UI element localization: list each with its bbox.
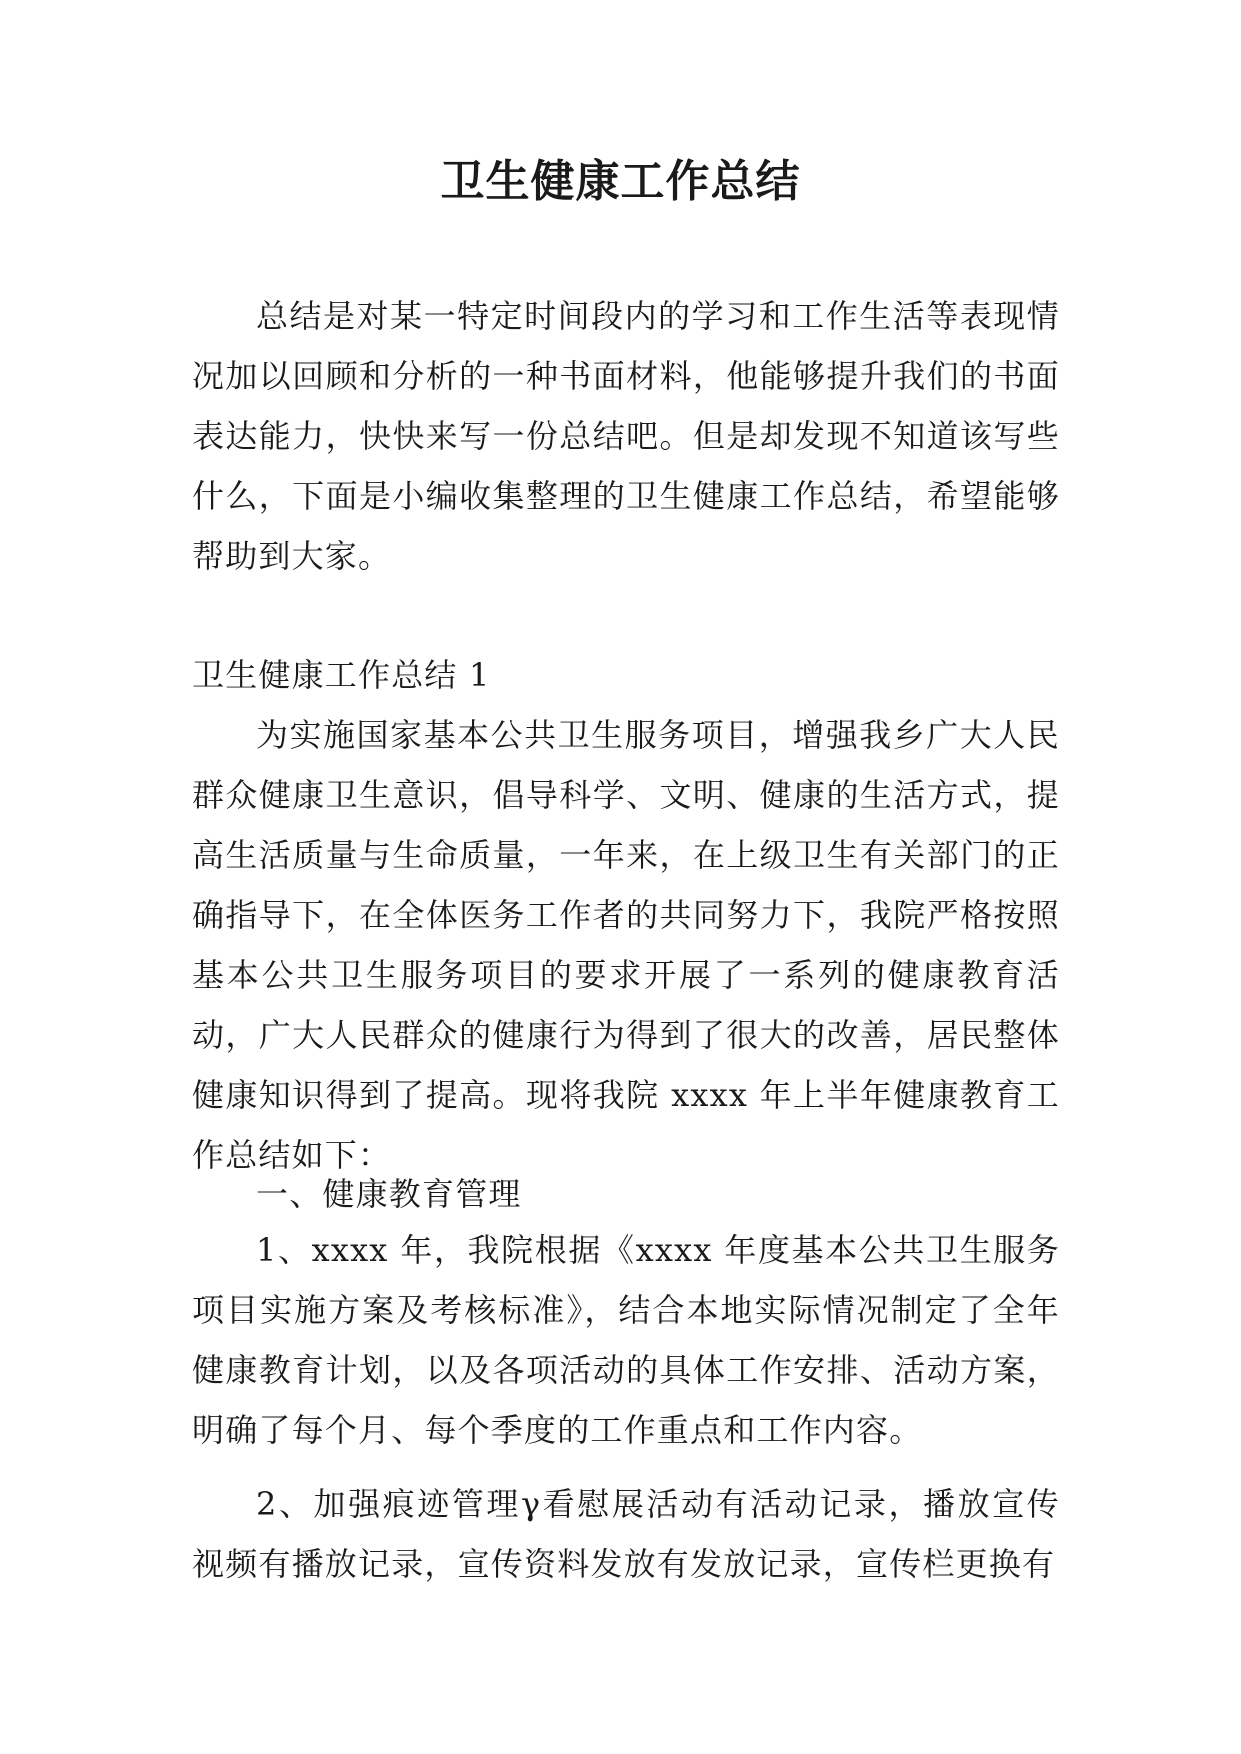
intro-paragraph: 总结是对某一特定时间段内的学习和工作生活等表现情况加以回顾和分析的一种书面材料，他能够提升我们的书面表达能力，快快来写一份总结吧。但是却发现不知道该写些什么，下面是小编收集整理的卫生健康工作总结，希望能够帮助到大家。: [192, 297, 1060, 575]
list-item: 2、加强痕迹管理γ看慰展活动有活动记录，播放宣传视频有播放记录，宣传资料发放有发放记录，宣传栏更换有: [192, 1485, 1060, 1583]
section-heading: 卫生健康工作总结 1: [192, 656, 491, 694]
list-item: 1、xxxx 年，我院根据《xxxx 年度基本公共卫生服务项目实施方案及考核标准》，结合本地实际情况制定了全年健康教育计划，以及各项活动的具体工作安排、活动方案，明确了每个月、每个季度的工作重点和工作内容。: [192, 1231, 1060, 1449]
section-paragraph: 为实施国家基本公共卫生服务项目，增强我乡广大人民群众健康卫生意识，倡导科学、文明、健康的生活方式，提高生活质量与生命质量，一年来，在上级卫生有关部门的正确指导下，在全体医务工作者的共同努力下，我院严格按照基本公共卫生服务项目的要求开展了一系列的健康教育活动，广大人民群众的健康行为得到了很大的改善，居民整体健康知识得到了提高。现将我院 xxxx 年上半年健康教育工作总结如下：: [192, 716, 1060, 1174]
subsection-heading: 一、健康教育管理: [256, 1175, 522, 1213]
document-title: 卫生健康工作总结: [440, 156, 801, 207]
